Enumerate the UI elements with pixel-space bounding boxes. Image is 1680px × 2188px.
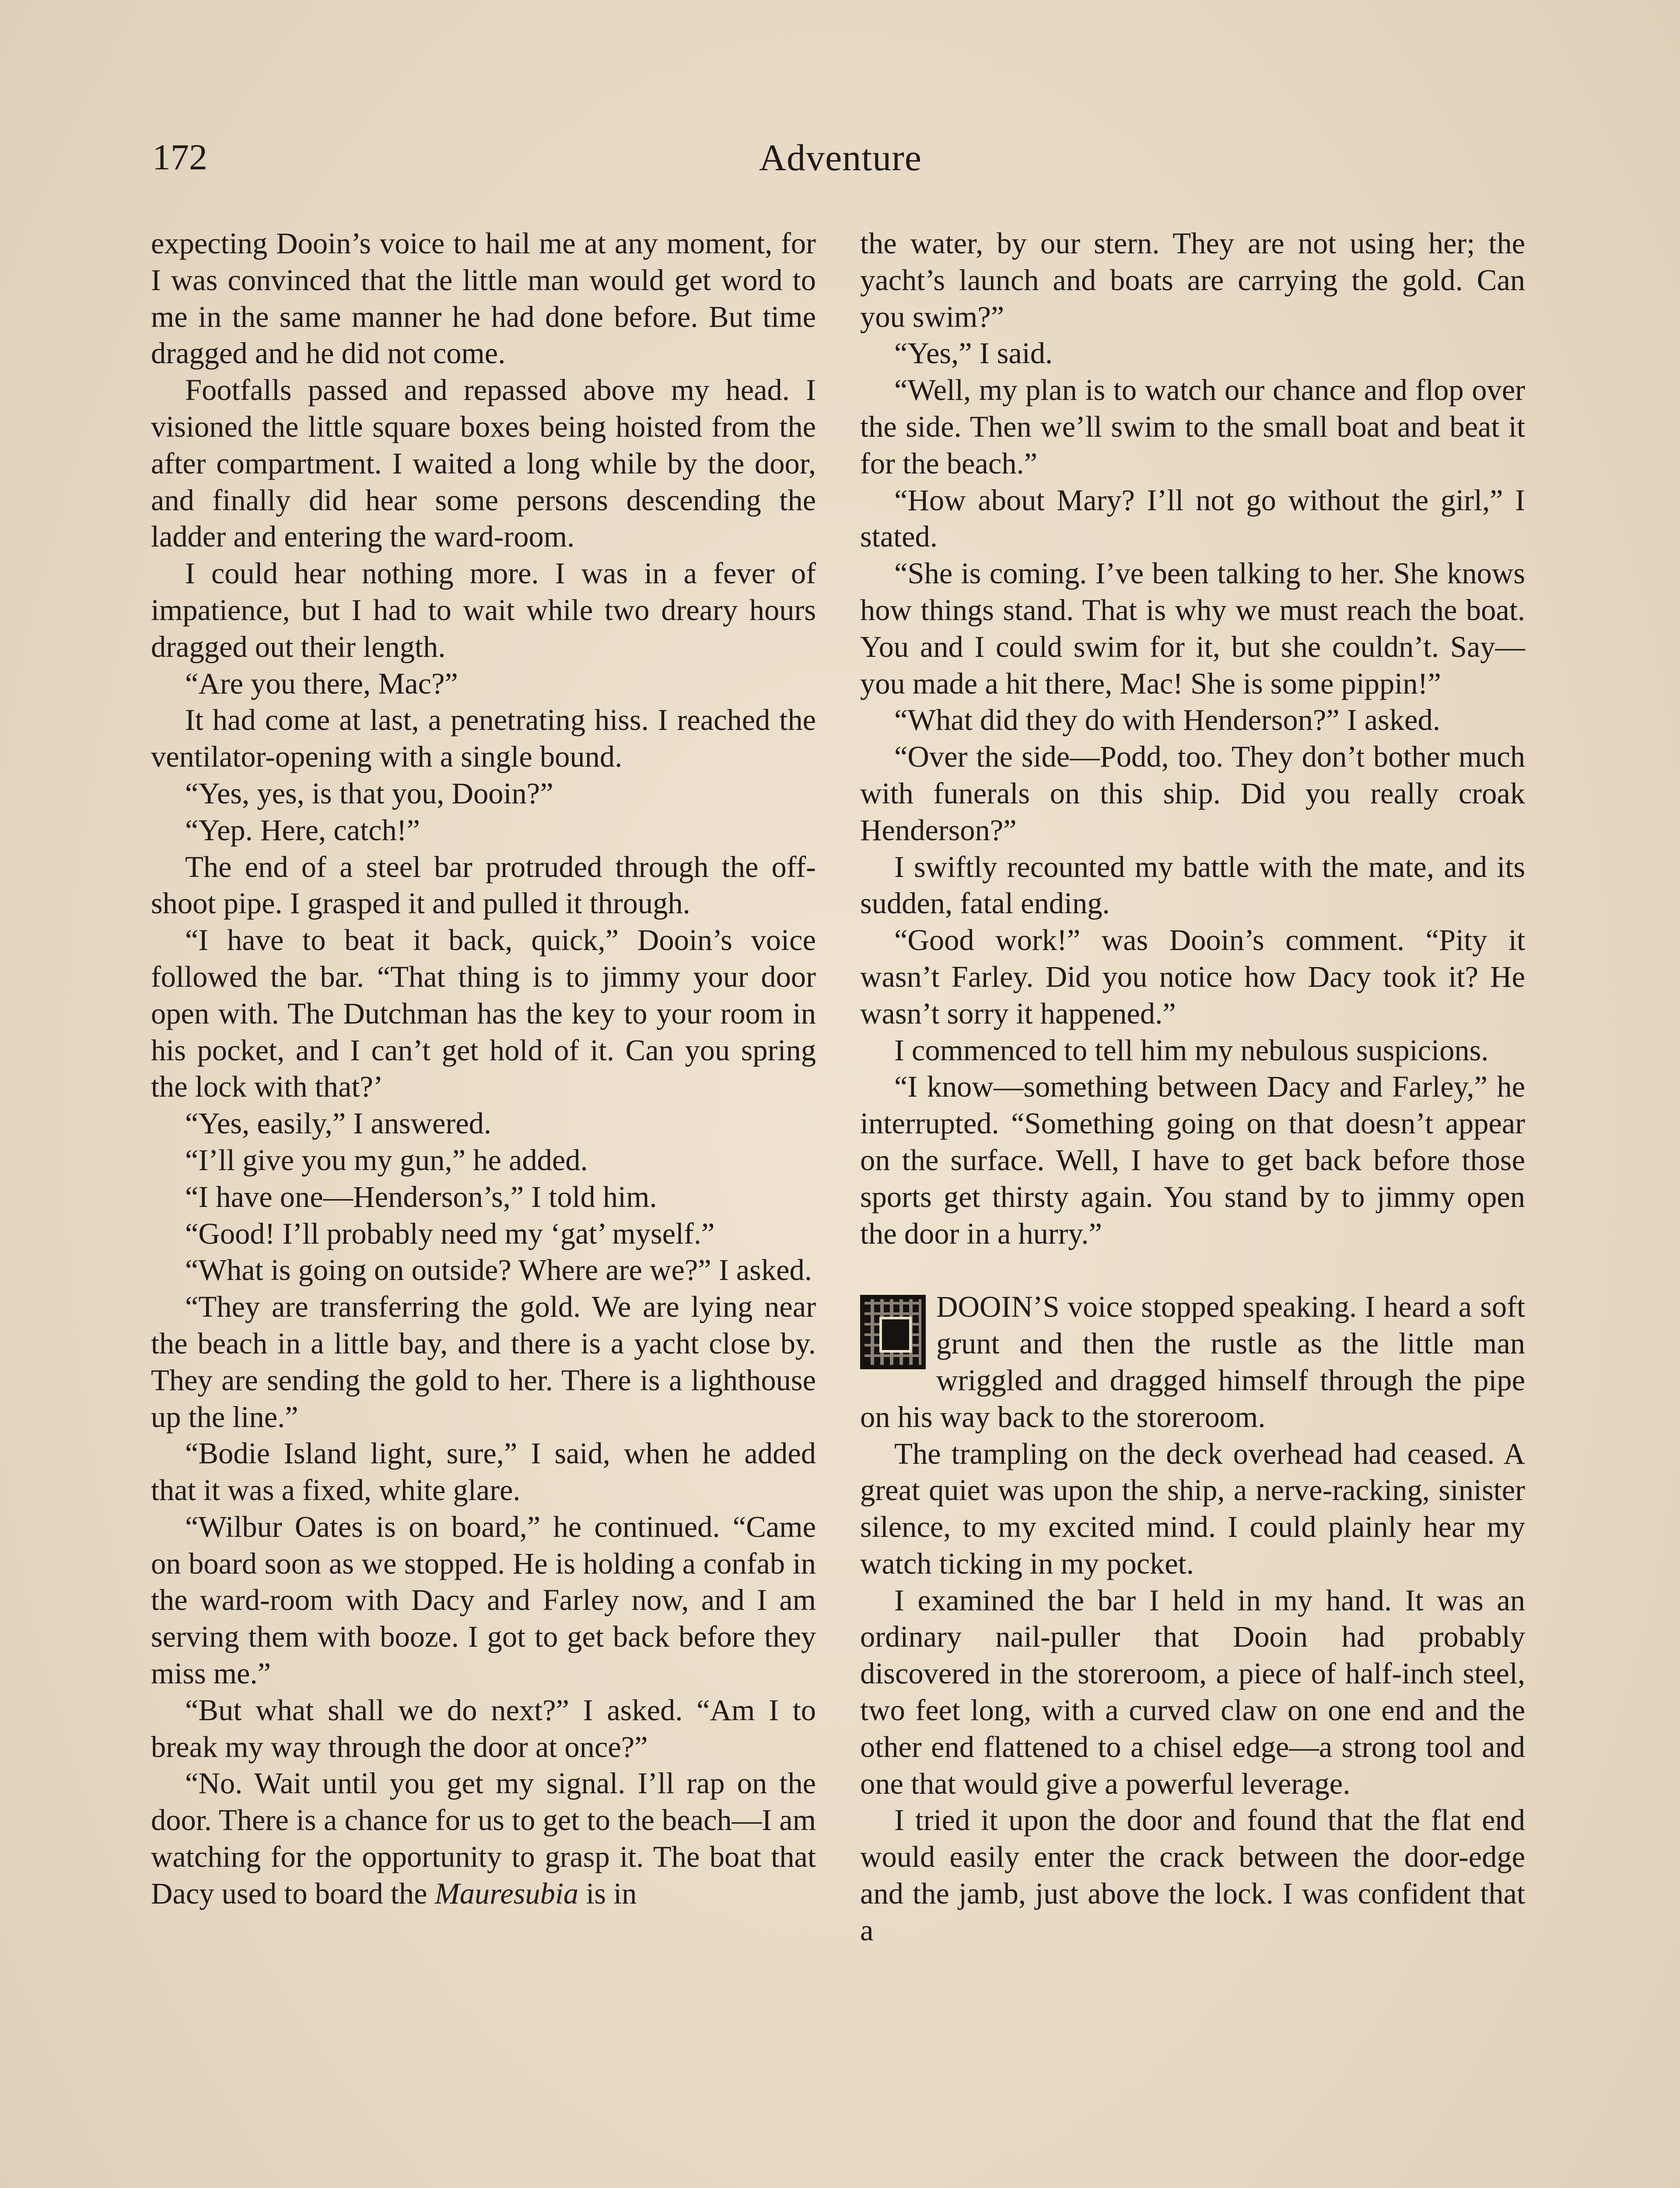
paragraph: “I know—something between Dacy and Farley,” he interrupted. “Something going on that doesn’t appear on the surface. Well, I have to get back before those sports get thirsty again. You stand by to jimmy open the door in a hurry.”	[860, 1070, 1525, 1250]
paragraph: “But what shall we do next?” I asked. “Am I to break my way through the door at once?”	[151, 1693, 816, 1764]
page-number: 172	[152, 137, 207, 178]
paragraph: “What is going on outside? Where are we?” I asked.	[185, 1253, 812, 1287]
right-column	[860, 225, 1525, 1949]
paragraph: “Yes, yes, is that you, Dooin?”	[185, 776, 553, 810]
paragraph: “Bodie Island light, sure,” I said, when he added that it was a fixed, white glare.	[151, 1437, 816, 1507]
paragraph: the water, by our stern. They are not using her; the yacht’s launch and boats are carrying the gold. Can you swim?”	[860, 227, 1525, 333]
paragraph: “Yes,” I said.	[894, 337, 1053, 370]
paragraph: The end of a steel bar protruded through the off-shoot pipe. I grasped it and pulled it through.	[151, 850, 816, 920]
paragraph: “Are you there, Mac?”	[185, 666, 458, 700]
section-break	[860, 1252, 1525, 1289]
paragraph: I examined the bar I held in my hand. It was an ordinary nail-puller that Dooin had probably discovered in the storeroom, a piece of half-inch steel, two feet long, with a curved claw on one end and the other end flattened to a chisel edge—a strong tool and one that would give a powerful leverage.	[860, 1583, 1525, 1800]
text-run: “No. Wait until you get my signal. I’ll rap on the door. There is a chance for us to get to the beach—I am watching for the opportunity to grasp it. The boat that Dacy used to board the	[151, 1767, 816, 1910]
paragraph: “She is coming. I’ve been talking to her. She knows how things stand. That is why we must reach the boat. You and I could swim for it, but she couldn’t. Say—you made a hit there, Mac! She is some pippin!”	[860, 557, 1525, 700]
paragraph: “I’ll give you my gun,” he added.	[185, 1143, 588, 1177]
paragraph: “Good work!” was Dooin’s comment. “Pity it wasn’t Farley. Did you notice how Dacy took it? He wasn’t sorry it happened.”	[860, 923, 1525, 1030]
paragraph: The trampling on the deck overhead had ceased. A great quiet was upon the ship, a nerve-racking, sinister silence, to my excited mind. I could plainly hear my watch ticking in my pocket.	[860, 1437, 1525, 1580]
section-opening-paragraph: DOOIN’S voice stopped speaking. I heard a soft grunt and then the rustle as the little man wriggled and dragged himself through the pipe on his way back to the storeroom.	[860, 1290, 1525, 1434]
paragraph: Footfalls passed and repassed above my head. I visioned the little square boxes being hoisted from the after compartment. I waited a long while by the door, and finally did hear some persons descending the ladder and entering the ward-room.	[151, 373, 816, 554]
paragraph: I could hear nothing more. I was in a fever of impatience, but I had to wait while two dreary hours dragged out their length.	[151, 557, 816, 663]
paragraph: I swiftly recounted my battle with the mate, and its sudden, fatal ending.	[860, 850, 1525, 920]
paragraph: “How about Mary? I’ll not go without the girl,” I stated.	[860, 483, 1525, 554]
paragraph: “Yes, easily,” I answered.	[185, 1107, 492, 1140]
paragraph: “Good! I’ll probably need my ‘gat’ myself.”	[185, 1217, 715, 1250]
paragraph: “I have one—Henderson’s,” I told him.	[185, 1180, 657, 1213]
ship-name: Mauresubia	[434, 1876, 579, 1910]
paragraph: I tried it upon the door and found that the flat end would easily enter the crack between the door-edge and the jamb, just above the lock. I was confident that a	[860, 1803, 1525, 1947]
paragraph: I commenced to tell him my nebulous suspicions.	[894, 1033, 1489, 1067]
text-run: is in	[578, 1876, 637, 1910]
paragraph	[151, 1765, 816, 1912]
running-title: Adventure	[759, 137, 922, 179]
paragraph: “They are transferring the gold. We are lying near the beach in a little bay, and there is a yacht close by. They are sending the gold to her. There is a lighthouse up the line.”	[151, 1290, 816, 1434]
paragraph: expecting Dooin’s voice to hail me at any moment, for I was convinced that the little man would get word to me in the same manner he had done before. But time dragged and he did not come.	[151, 227, 816, 370]
left-column	[151, 225, 816, 1912]
paragraph: “Yep. Here, catch!”	[185, 813, 420, 847]
running-header	[152, 133, 1529, 182]
paragraph: “What did they do with Henderson?” I asked.	[894, 703, 1440, 737]
paragraph: “Wilbur Oates is on board,” he continued. “Came on board soon as we stopped. He is holding a confab in the ward-room with Dacy and Farley now, and I am serving them with booze. I got to get back before they miss me.”	[151, 1510, 816, 1690]
ornamental-drop-cap-icon	[860, 1295, 926, 1369]
paragraph: “Well, my plan is to watch our chance and flop over the side. Then we’ll swim to the small boat and beat it for the beach.”	[860, 373, 1525, 480]
paragraph: “I have to beat it back, quick,” Dooin’s voice followed the bar. “That thing is to jimmy your door open with. The Dutchman has the key to your room in his pocket, and I can’t get hold of it. Can you spring the lock with that?’	[151, 923, 816, 1104]
paragraph: It had come at last, a penetrating hiss. I reached the ventilator-opening with a single bound.	[151, 703, 816, 774]
paragraph: “Over the side—Podd, too. They don’t bother much with funerals on this ship. Did you really croak Henderson?”	[860, 740, 1525, 847]
